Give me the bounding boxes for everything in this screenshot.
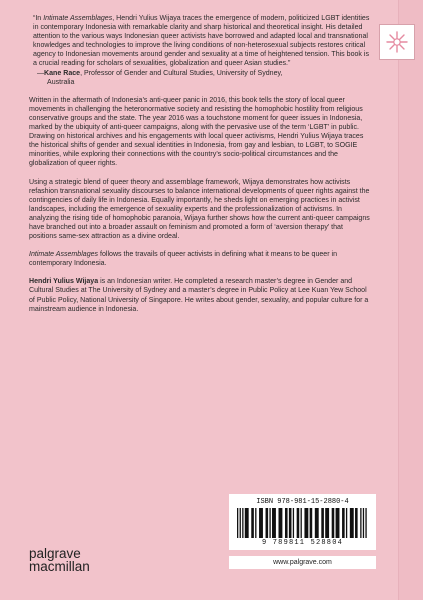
publisher-name-line1: palgrave (29, 546, 81, 561)
barcode-bar (355, 508, 358, 538)
barcode-bar (245, 508, 249, 538)
barcode-bar (285, 508, 288, 538)
barcode-bar (304, 508, 308, 538)
barcode-bar (255, 508, 256, 538)
cover-text (29, 14, 371, 323)
barcode-bar (266, 508, 269, 538)
publisher-wordmark (29, 547, 90, 573)
barcode-bar (251, 508, 254, 538)
barcode-bars (237, 508, 368, 538)
barcode-bar (297, 508, 300, 538)
palgrave-logo-icon (379, 24, 415, 60)
barcode-bar (272, 508, 276, 538)
p3-book-title: Intimate Assemblages (29, 251, 99, 259)
description-paragraph-3 (29, 250, 371, 268)
barcode-bar (346, 508, 347, 538)
author-name: Hendri Yulius Wijaya (29, 278, 99, 286)
barcode-bar (301, 508, 302, 538)
author-bio (29, 277, 371, 313)
barcode-bar (365, 508, 366, 538)
description-paragraph-1: Written in the aftermath of Indonesia’s anti-queer panic in 2016, this book tells the story of local queer movements in challenging the heteronormative society and resisting the homophobic hostility from religious conservative groups and the state. The year 2016 was a touchstone moment for queer issues in Indonesia, marked by the ubiquity of anti-queer campaigns, along with the pervasive use of the term ‘LGBT’ in public. Drawing on historical archives and his engagements with local queer activisms, Hendri Yulius Wijaya traces the historical shifts of gender and sexual identities in Indonesia, from gay and lesbian, to LGBT, to SOGIE minorities, while exploring their connections with the country’s socio-political circumstances and the globalization of queer rights. (29, 96, 364, 168)
barcode-digits: 9 789811 528804 (261, 539, 343, 547)
barcode-bar (259, 508, 263, 538)
barcode-bar (350, 508, 354, 538)
publisher-website[interactable]: www.palgrave.com (229, 556, 376, 569)
attrib-name: Kane Race (44, 69, 81, 77)
barcode-bar (237, 508, 238, 538)
cover-edge-strip (398, 0, 423, 600)
barcode-bar (325, 508, 329, 538)
barcode-bar (332, 508, 335, 538)
barcode-bar (310, 508, 313, 538)
barcode-bar (360, 508, 361, 538)
quote-text: , Hendri Yulius Wijaya traces the emergence of modern, politicized LGBT identities in contemporary Indonesia with remarkable clarity and sharp historical and theoretical insight. His detailed attention to the various ways Indonesian queer activists have borrowed and adapted local and transnational knowledges and technologies to improve the living conditions of non-heterosexual subjects restores critical agency to Indonesian movements around gender and sexuality at a time of heightened tension. This book is a crucial reading for scholars of sexualities, globalization and queer Asian studies.” (33, 15, 370, 68)
isbn-barcode (229, 494, 376, 550)
attrib-dash: — (37, 69, 45, 77)
endorsement-attribution (33, 69, 371, 87)
endorsement-quote (29, 14, 371, 87)
barcode-bar (279, 508, 283, 538)
barcode-bar (293, 508, 294, 538)
description-paragraph-2: Using a strategic blend of queer theory and assemblage framework, Wijaya demonstrates how activists refashion transnational sexuality discourses to balance international developments of queer rights against the contingencies of daily life in Indonesia. Equally importantly, he sheds light on emerging practices in activist landscapes, including the emergence of sexuality experts and the professionalization of activisms. In analyzing the rising tide of homophobic paranoia, Wijaya further shows how the current anti-queer campaigns have branched out into a broader assault on feminism and promoted a form of ‘aversion therapy’ that positions same-sex attraction as a divine ordeal. (29, 178, 370, 241)
attrib-place: Australia (47, 78, 75, 86)
barcode-bar (336, 508, 340, 538)
barcode-bar (242, 508, 243, 538)
barcode-bar (363, 508, 364, 538)
barcode-bar (240, 508, 241, 538)
barcode-bar (342, 508, 345, 538)
author-bio-text: is an Indonesian writer. He completed a research master’s degree in Gender and Cultural Studies at The University of Sydney and a master’s degree in Public Policy at Lee Kuan Yew School of Public Policy, National University of Singapore. He writes about gender, sexuality, and popular culture for a mainstream audience in Indonesia. (29, 278, 369, 313)
barcode-bar (321, 508, 324, 538)
quote-book-title: Intimate Assemblages (43, 15, 113, 22)
attrib-role: , Professor of Gender and Cultural Studies, University of Sydney, (80, 69, 283, 77)
quote-intro: “In (33, 15, 44, 22)
barcode-bar (289, 508, 292, 538)
isbn-label: ISBN 978-981-15-2880-4 (256, 498, 349, 506)
p3-text: follows the travails of queer activists in defining what it means to be queer in contemporary Indonesia. (29, 251, 338, 268)
barcode-bar (315, 508, 319, 538)
barcode-bar (269, 508, 270, 538)
publisher-name-line2: macmillan (29, 559, 90, 574)
